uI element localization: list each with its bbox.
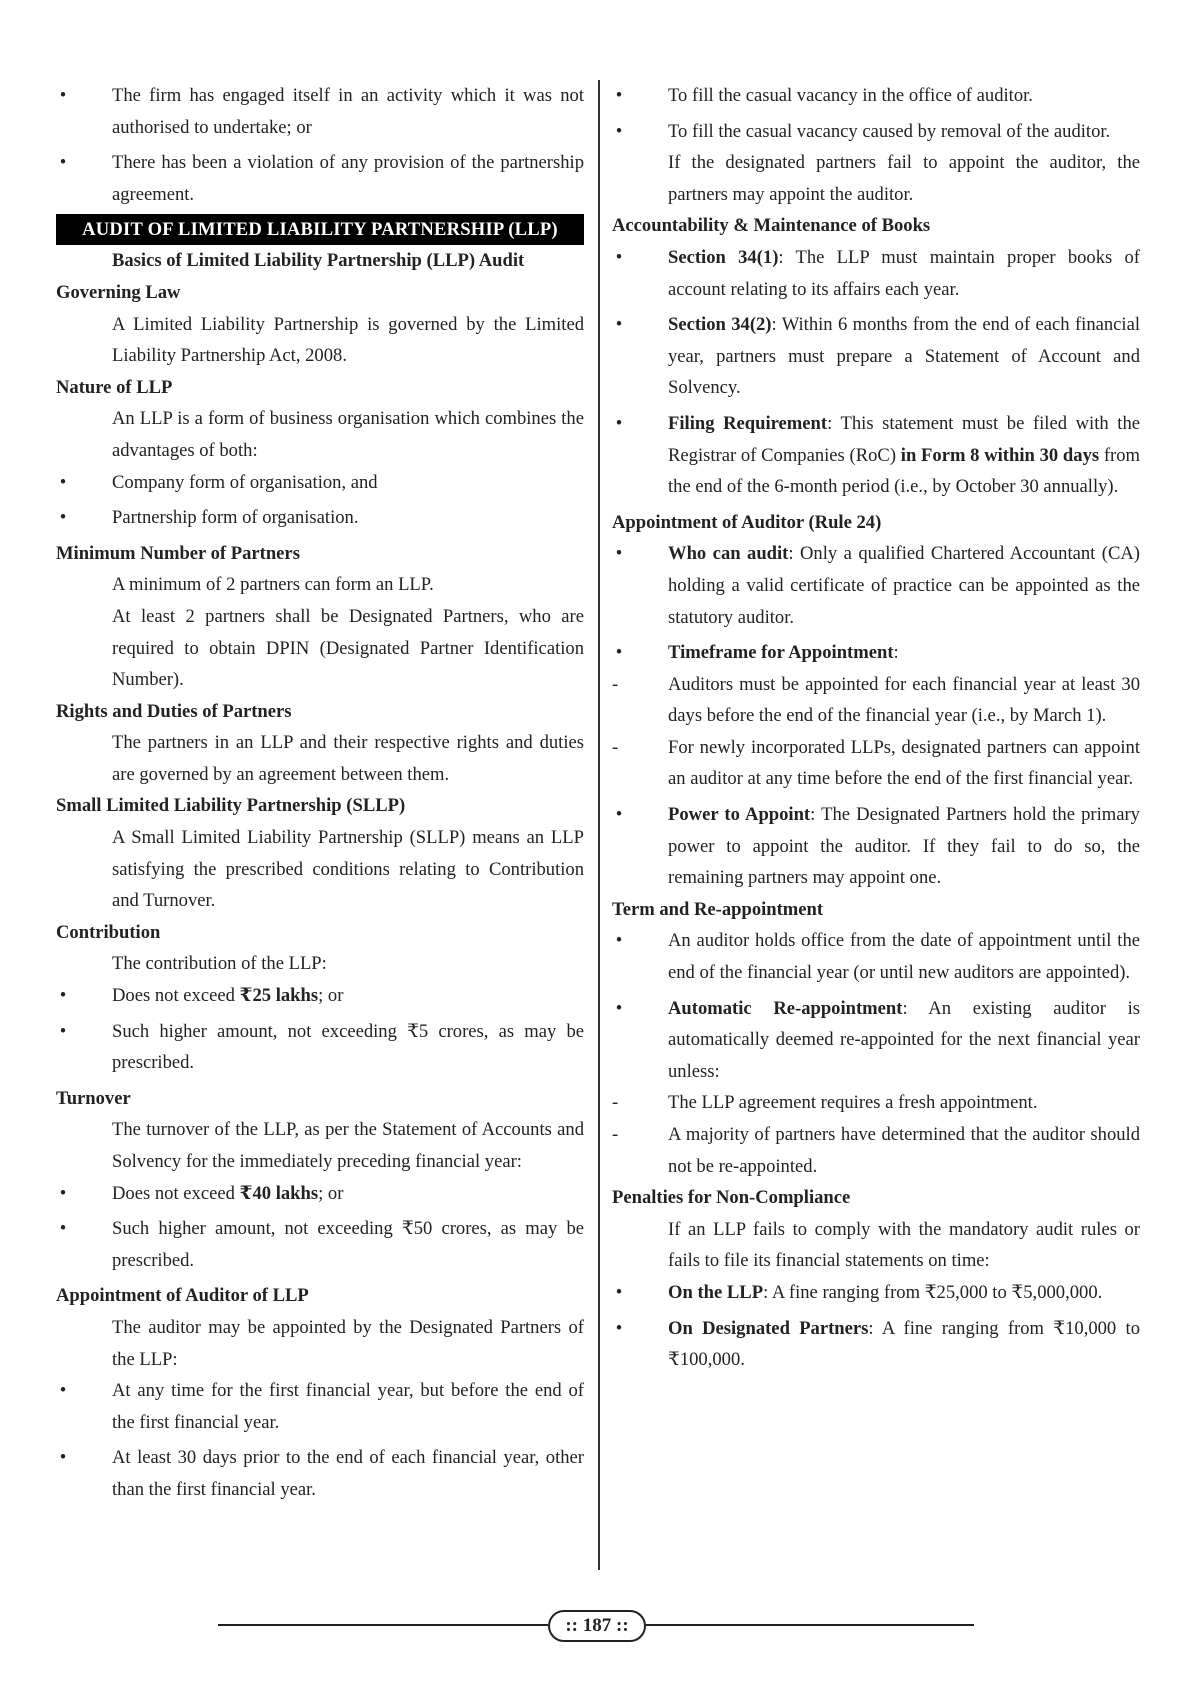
section-banner: AUDIT OF LIMITED LIABILITY PARTNERSHIP (LLP) xyxy=(56,214,584,245)
list-item xyxy=(56,80,584,143)
emphasis: ₹40 lakhs xyxy=(239,1182,319,1204)
list-item-text: There has been a violation of any provision of the partnership agreement. xyxy=(112,152,584,205)
column-divider xyxy=(598,80,600,1570)
list-item-text: : A fine ranging from ₹10,000 to ₹100,000. xyxy=(668,1317,1140,1371)
emphasis: Filing Requirement xyxy=(668,412,828,434)
page-number: :: 187 :: xyxy=(548,1610,646,1642)
bullet-marker: • xyxy=(59,1020,67,1042)
list-item xyxy=(56,147,584,210)
emphasis: Section 34(2) xyxy=(668,314,772,336)
list-item xyxy=(56,502,584,534)
bullet-marker: • xyxy=(615,997,623,1019)
list-item-text: A majority of partners have determined that the auditor should not be re-appointed. xyxy=(668,1124,1140,1177)
subheading-basics: Basics of Limited Liability Partnership (LLP) Audit xyxy=(112,250,525,272)
paragraph: A minimum of 2 partners can form an LLP. xyxy=(112,574,434,596)
list-item xyxy=(612,408,1140,503)
list-item xyxy=(612,80,1140,112)
list-item-text: : The LLP must maintain proper books of account relating to its affairs each year. xyxy=(668,246,1141,300)
list-item xyxy=(612,242,1140,305)
bullet-marker: • xyxy=(615,85,623,106)
heading-min-partners: Minimum Number of Partners xyxy=(56,542,300,564)
list-item xyxy=(612,993,1140,1088)
heading-governing-law: Governing Law xyxy=(56,281,181,303)
footer-rule-right xyxy=(642,1624,974,1626)
list-item-text: : Only a qualified Chartered Accountant (CA) holding a valid certificate of practice can be appointed as the statutory auditor. xyxy=(668,543,1140,628)
list-item xyxy=(612,1313,1140,1376)
list-item xyxy=(56,1178,584,1210)
list-item-text: The firm has engaged itself in an activity which it was not authorised to undertake; or xyxy=(112,85,584,138)
list-item-text: For newly incorporated LLPs, designated partners can appoint an auditor at any time before the end of the first financial year. xyxy=(668,736,1140,790)
list-item xyxy=(56,1016,584,1079)
bullet-marker: • xyxy=(615,246,623,268)
list-item-text: ; or xyxy=(318,985,344,1007)
paragraph: The contribution of the LLP: xyxy=(112,953,327,975)
left-column xyxy=(56,80,584,1510)
emphasis: ₹25 lakhs xyxy=(239,985,319,1007)
heading-appointment-auditor: Appointment of Auditor (Rule 24) xyxy=(612,511,882,533)
list-item xyxy=(56,1442,584,1505)
list-item xyxy=(56,980,584,1012)
list-item-text: : xyxy=(893,642,899,664)
list-item-text: Does not exceed xyxy=(112,1182,240,1204)
list-item xyxy=(612,116,1140,148)
bullet-marker: • xyxy=(59,1447,67,1469)
list-item-text: To fill the casual vacancy in the office of auditor. xyxy=(668,85,1033,106)
bullet-marker: • xyxy=(59,1182,67,1204)
bullet-marker: • xyxy=(615,120,623,142)
list-item-text: : A fine ranging from ₹25,000 to ₹5,000,000. xyxy=(763,1281,1103,1303)
sub-list-item xyxy=(612,732,1140,795)
list-item xyxy=(612,309,1140,404)
sub-list-item xyxy=(612,669,1140,732)
footer-rule-left xyxy=(218,1624,548,1626)
heading-appointment-llp: Appointment of Auditor of LLP xyxy=(56,1285,309,1307)
heading-term: Term and Re-appointment xyxy=(612,898,824,920)
bullet-marker: • xyxy=(615,1317,623,1339)
emphasis: On Designated Partners xyxy=(668,1317,869,1339)
list-item-text: ; or xyxy=(318,1182,344,1204)
list-item xyxy=(612,925,1140,988)
bullet-marker: • xyxy=(59,1380,67,1402)
list-item-text: Such higher amount, not exceeding ₹50 crores, as may be prescribed. xyxy=(112,1218,584,1271)
bullet-marker: • xyxy=(615,804,623,826)
list-item xyxy=(612,799,1140,894)
bullet-marker: • xyxy=(615,314,623,336)
list-item-text: At any time for the first financial year, but before the end of the first financial year. xyxy=(112,1380,584,1433)
paragraph: At least 2 partners shall be Designated Partners, who are required to obtain DPIN (Designated Partner Identification Number). xyxy=(112,605,584,691)
heading-nature: Nature of LLP xyxy=(56,376,173,398)
list-item-text: : Within 6 months from the end of each financial year, partners must prepare a Statement of Account and Solvency. xyxy=(668,314,1141,399)
emphasis: Power to Appoint xyxy=(668,804,811,826)
bullet-marker: • xyxy=(615,930,623,952)
bullet-marker: • xyxy=(615,412,623,434)
list-item-text: : The Designated Partners hold the primary power to appoint the auditor. If they fail to do so, the remaining partners may appoint one. xyxy=(668,804,1140,889)
list-item-text: The LLP agreement requires a fresh appointment. xyxy=(668,1092,1038,1114)
heading-turnover: Turnover xyxy=(56,1087,131,1109)
sub-list-item xyxy=(612,1119,1140,1182)
paragraph: The turnover of the LLP, as per the Statement of Accounts and Solvency for the immediately preceding financial year: xyxy=(112,1119,584,1172)
paragraph: The partners in an LLP and their respective rights and duties are governed by an agreement between them. xyxy=(112,732,584,785)
emphasis: Section 34(1) xyxy=(668,246,779,268)
emphasis: in Form 8 within 30 days xyxy=(900,444,1100,466)
bullet-marker: • xyxy=(59,985,67,1007)
emphasis: Timeframe for Appointment xyxy=(668,642,894,664)
emphasis: On the LLP xyxy=(668,1281,764,1303)
list-item-text: Partnership form of organisation. xyxy=(112,507,359,529)
bullet-marker: • xyxy=(59,471,67,493)
heading-contribution: Contribution xyxy=(56,921,161,943)
list-item xyxy=(56,1375,584,1438)
bullet-marker: • xyxy=(615,1281,623,1303)
emphasis: Who can audit xyxy=(668,543,789,565)
list-item-text: Such higher amount, not exceeding ₹5 crores, as may be prescribed. xyxy=(112,1020,584,1074)
list-item-text: Auditors must be appointed for each financial year at least 30 days before the end of the financial year (i.e., by March 1). xyxy=(668,673,1140,727)
sub-list-item xyxy=(612,1087,1140,1119)
dash-marker: - xyxy=(612,1124,619,1145)
list-item xyxy=(612,538,1140,633)
paragraph: A Limited Liability Partnership is governed by the Limited Liability Partnership Act, 2008. xyxy=(112,313,584,367)
list-item xyxy=(612,637,1140,669)
right-column xyxy=(612,80,1140,1380)
paragraph: An LLP is a form of business organisation which combines the advantages of both: xyxy=(112,408,584,461)
heading-penalties: Penalties for Non-Compliance xyxy=(612,1187,851,1209)
list-item-text: To fill the casual vacancy caused by removal of the auditor. xyxy=(668,120,1111,142)
bullet-marker: • xyxy=(615,642,623,664)
list-item xyxy=(612,1277,1140,1309)
bullet-marker: • xyxy=(615,543,623,565)
list-item-text: : An existing auditor is automatically deemed re-appointed for the next financial year unless: xyxy=(668,997,1140,1082)
paragraph: The auditor may be appointed by the Designated Partners of the LLP: xyxy=(112,1316,584,1370)
list-item-text: An auditor holds office from the date of appointment until the end of the financial year (or until new auditors are appointed). xyxy=(668,930,1140,984)
list-item xyxy=(56,467,584,499)
heading-sllp: Small Limited Liability Partnership (SLLP) xyxy=(56,795,406,817)
bullet-marker: • xyxy=(59,85,67,106)
list-item-text: Company form of organisation, and xyxy=(112,471,378,493)
paragraph: If the designated partners fail to appoint the auditor, the partners may appoint the auditor. xyxy=(668,152,1140,205)
dash-marker: - xyxy=(612,736,619,758)
paragraph: A Small Limited Liability Partnership (SLLP) means an LLP satisfying the prescribed conditions relating to Contribution and Turnover. xyxy=(112,827,584,912)
list-item-text: : This statement must be filed with the Registrar of Companies (RoC) xyxy=(668,412,1140,466)
heading-accountability: Accountability & Maintenance of Books xyxy=(612,215,931,237)
list-item-text: At least 30 days prior to the end of each financial year, other than the first financial year. xyxy=(112,1447,584,1500)
bullet-marker: • xyxy=(59,1218,67,1240)
list-item xyxy=(56,1213,584,1276)
heading-rights: Rights and Duties of Partners xyxy=(56,700,292,722)
emphasis: Automatic Re-appointment xyxy=(668,997,903,1019)
bullet-marker: • xyxy=(59,507,67,529)
dash-marker: - xyxy=(612,1092,619,1114)
dash-marker: - xyxy=(612,673,619,695)
list-item-text: Does not exceed xyxy=(112,985,240,1007)
list-item-text: from the end of the 6-month period (i.e., by October 30 annually). xyxy=(668,444,1140,498)
bullet-marker: • xyxy=(59,152,67,174)
paragraph: If an LLP fails to comply with the mandatory audit rules or fails to file its financial statements on time: xyxy=(668,1218,1140,1272)
